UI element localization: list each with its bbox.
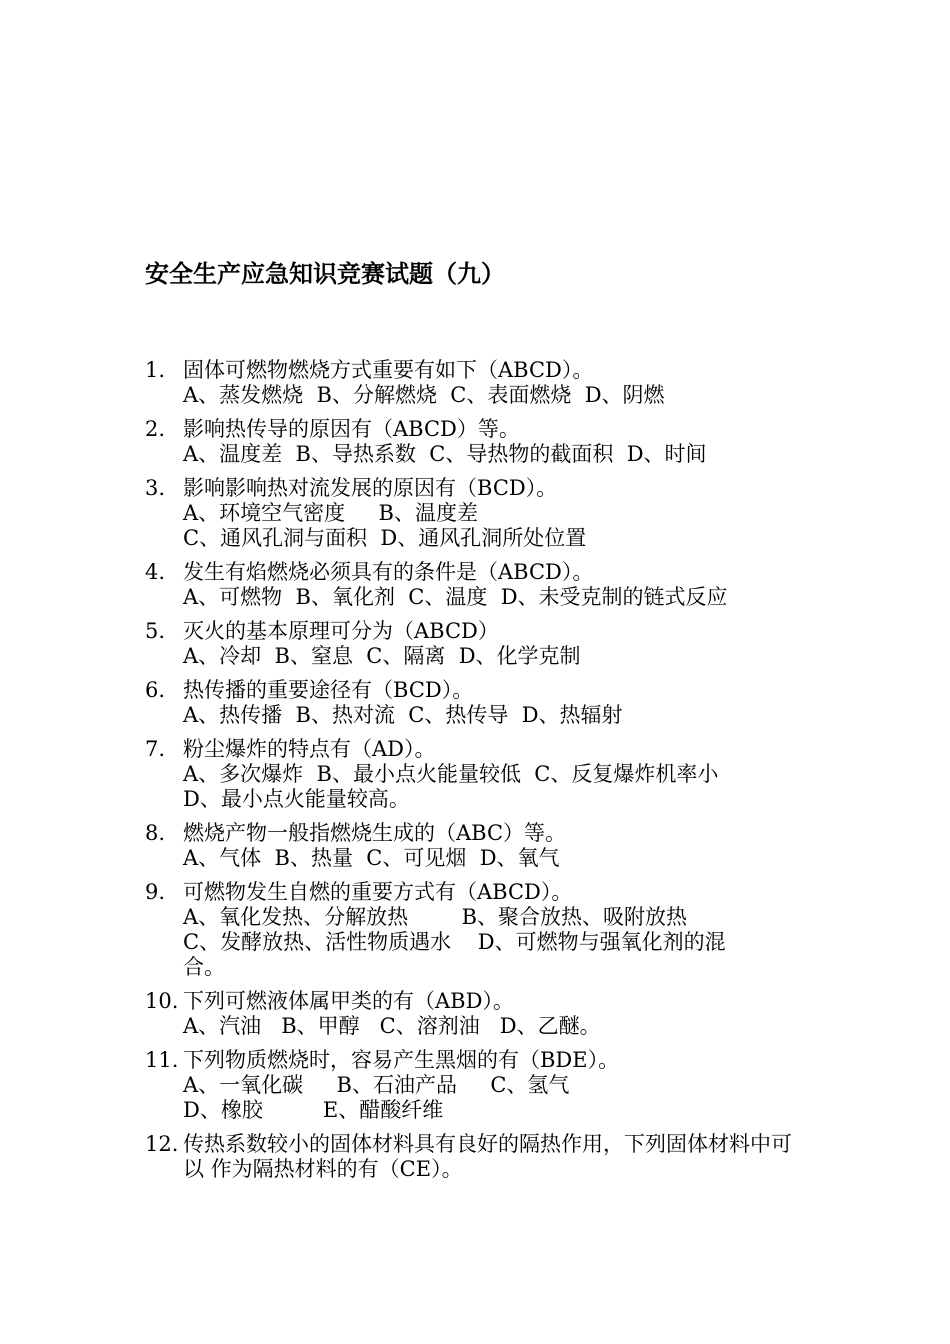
question-item (145, 821, 810, 871)
answer-options: A、氧化发热、分解放热 B、聚合放热、吸附放热 (183, 905, 687, 929)
question-number: 1. (145, 358, 166, 382)
question-text: 灭火的基本原理可分为（ABCD） (183, 619, 499, 643)
question-number: 12. (145, 1132, 179, 1156)
question-number: 7. (145, 737, 166, 761)
answer-options: D、最小点火能量较高。 (183, 787, 410, 811)
question-number: 9. (145, 880, 166, 904)
question-body (183, 476, 810, 551)
answer-options: A、气体 B、热量 C、可见烟 D、氧气 (183, 846, 560, 870)
question-body (183, 737, 810, 812)
question-text: 可燃物发生自燃的重要方式有（ABCD）。 (183, 880, 573, 904)
answer-options: A、冷却 B、窒息 C、隔离 D、化学克制 (183, 644, 581, 668)
answer-options: A、温度差 B、导热系数 C、导热物的截面积 D、时间 (183, 442, 707, 466)
question-item (145, 619, 810, 669)
answer-options: A、蒸发燃烧 B、分解燃烧 C、表面燃烧 D、阴燃 (183, 383, 665, 407)
question-body (183, 1048, 810, 1123)
question-number: 10. (145, 989, 179, 1013)
question-text: 粉尘爆炸的特点有（AD）。 (183, 737, 436, 761)
page-title: 安全生产应急知识竞赛试题（九） (145, 260, 505, 288)
question-number: 6. (145, 678, 166, 702)
question-item (145, 1048, 810, 1123)
question-text: 固体可燃物燃烧方式重要有如下（ABCD）。 (183, 358, 594, 382)
question-body (183, 821, 810, 871)
answer-options: C、发酵放热、活性物质遇水 D、可燃物与强氧化剂的混 (183, 930, 726, 954)
question-item (145, 560, 810, 610)
answer-options: A、可燃物 B、氧化剂 C、温度 D、未受克制的链式反应 (183, 585, 728, 609)
question-text: 下列可燃液体属甲类的有（ABD）。 (183, 989, 514, 1013)
question-text: 影响影响热对流发展的原因有（BCD）。 (183, 476, 558, 500)
question-text: 发生有焰燃烧必须具有的条件是（ABCD）。 (183, 560, 594, 584)
answer-options: A、热传播 B、热对流 C、热传导 D、热辐射 (183, 703, 623, 727)
question-text: 燃烧产物一般指燃烧生成的（ABC）等。 (183, 821, 567, 845)
answer-options: D、橡胶 E、醋酸纤维 (183, 1098, 444, 1122)
question-number: 5. (145, 619, 166, 643)
question-item (145, 737, 810, 812)
question-body (183, 678, 810, 728)
question-number: 3. (145, 476, 166, 500)
question-text: 影响热传导的原因有（ABCD）等。 (183, 417, 520, 441)
answer-options: A、汽油 B、甲醇 C、溶剂油 D、乙醚。 (183, 1014, 601, 1038)
answer-options: A、多次爆炸 B、最小点火能量较低 C、反复爆炸机率小 (183, 762, 719, 786)
answer-options: A、环境空气密度 B、温度差 (183, 501, 478, 525)
question-number: 2. (145, 417, 166, 441)
question-body (183, 1132, 810, 1182)
answer-options: C、通风孔洞与面积 D、通风孔洞所处位置 (183, 526, 587, 550)
question-item (145, 476, 810, 551)
question-body (183, 989, 810, 1039)
question-body (183, 880, 810, 980)
question-body (183, 560, 810, 610)
question-item (145, 678, 810, 728)
answer-options: A、一氧化碳 B、石油产品 C、氢气 (183, 1073, 570, 1097)
question-item (145, 417, 810, 467)
question-item (145, 358, 810, 408)
question-body (183, 358, 810, 408)
question-text: 传热系数较小的固体材料具有良好的隔热作用，下列固体材料中可以 作为隔热材料的有（CE）。 (183, 1132, 792, 1181)
answer-options: 合。 (183, 955, 225, 979)
question-body (183, 417, 810, 467)
question-list (145, 358, 810, 1191)
question-number: 8. (145, 821, 166, 845)
question-item (145, 880, 810, 980)
question-item (145, 1132, 810, 1182)
question-body (183, 619, 810, 669)
question-item (145, 989, 810, 1039)
question-text: 下列物质燃烧时，容易产生黑烟的有（BDE）。 (183, 1048, 620, 1072)
question-number: 11. (145, 1048, 179, 1072)
question-text: 热传播的重要途径有（BCD）。 (183, 678, 474, 702)
question-number: 4. (145, 560, 166, 584)
